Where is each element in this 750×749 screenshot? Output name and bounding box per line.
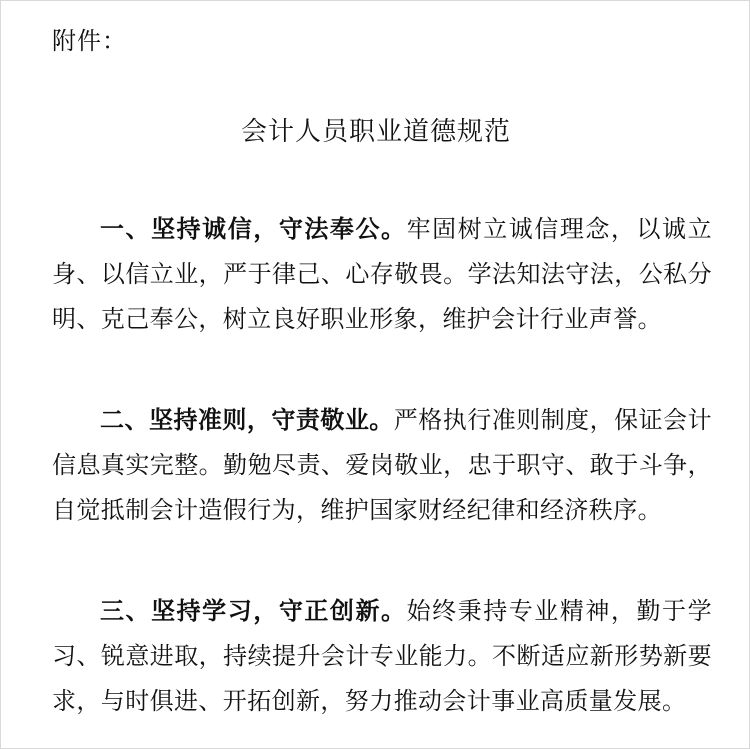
section-1-body: 牢固树立诚信理念，以诚立身、以信立业，严于律己、心存敬畏。学法知法守法，公私分明、克己奉公，树立良好职业形象，维护会计行业声誉。 [52, 215, 712, 333]
document-title: 会计人员职业道德规范 [240, 117, 511, 147]
section-2-body: 严格执行准则制度，保证会计信息真实完整。勤勉尽责、爱岗敬业，忠于职守、敢于斗争，自觉抵制会计造假行为，维护国家财经纪律和经济秩序。 [52, 406, 712, 524]
section-3 [52, 588, 712, 724]
section-1-heading: 一、坚持诚信，守法奉公。 [100, 214, 407, 243]
section-2 [52, 397, 712, 533]
section-2-heading: 二、坚持准则，守责敬业。 [100, 405, 394, 434]
section-3-body: 始终秉持专业精神，勤于学习、锐意进取，持续提升会计专业能力。不断适应新形势新要求，与时俱进、开拓创新，努力推动会计事业高质量发展。 [52, 597, 712, 715]
section-3-heading: 三、坚持学习，守正创新。 [100, 596, 407, 625]
attachment-label: 附件： [52, 27, 127, 55]
section-1 [52, 206, 712, 342]
